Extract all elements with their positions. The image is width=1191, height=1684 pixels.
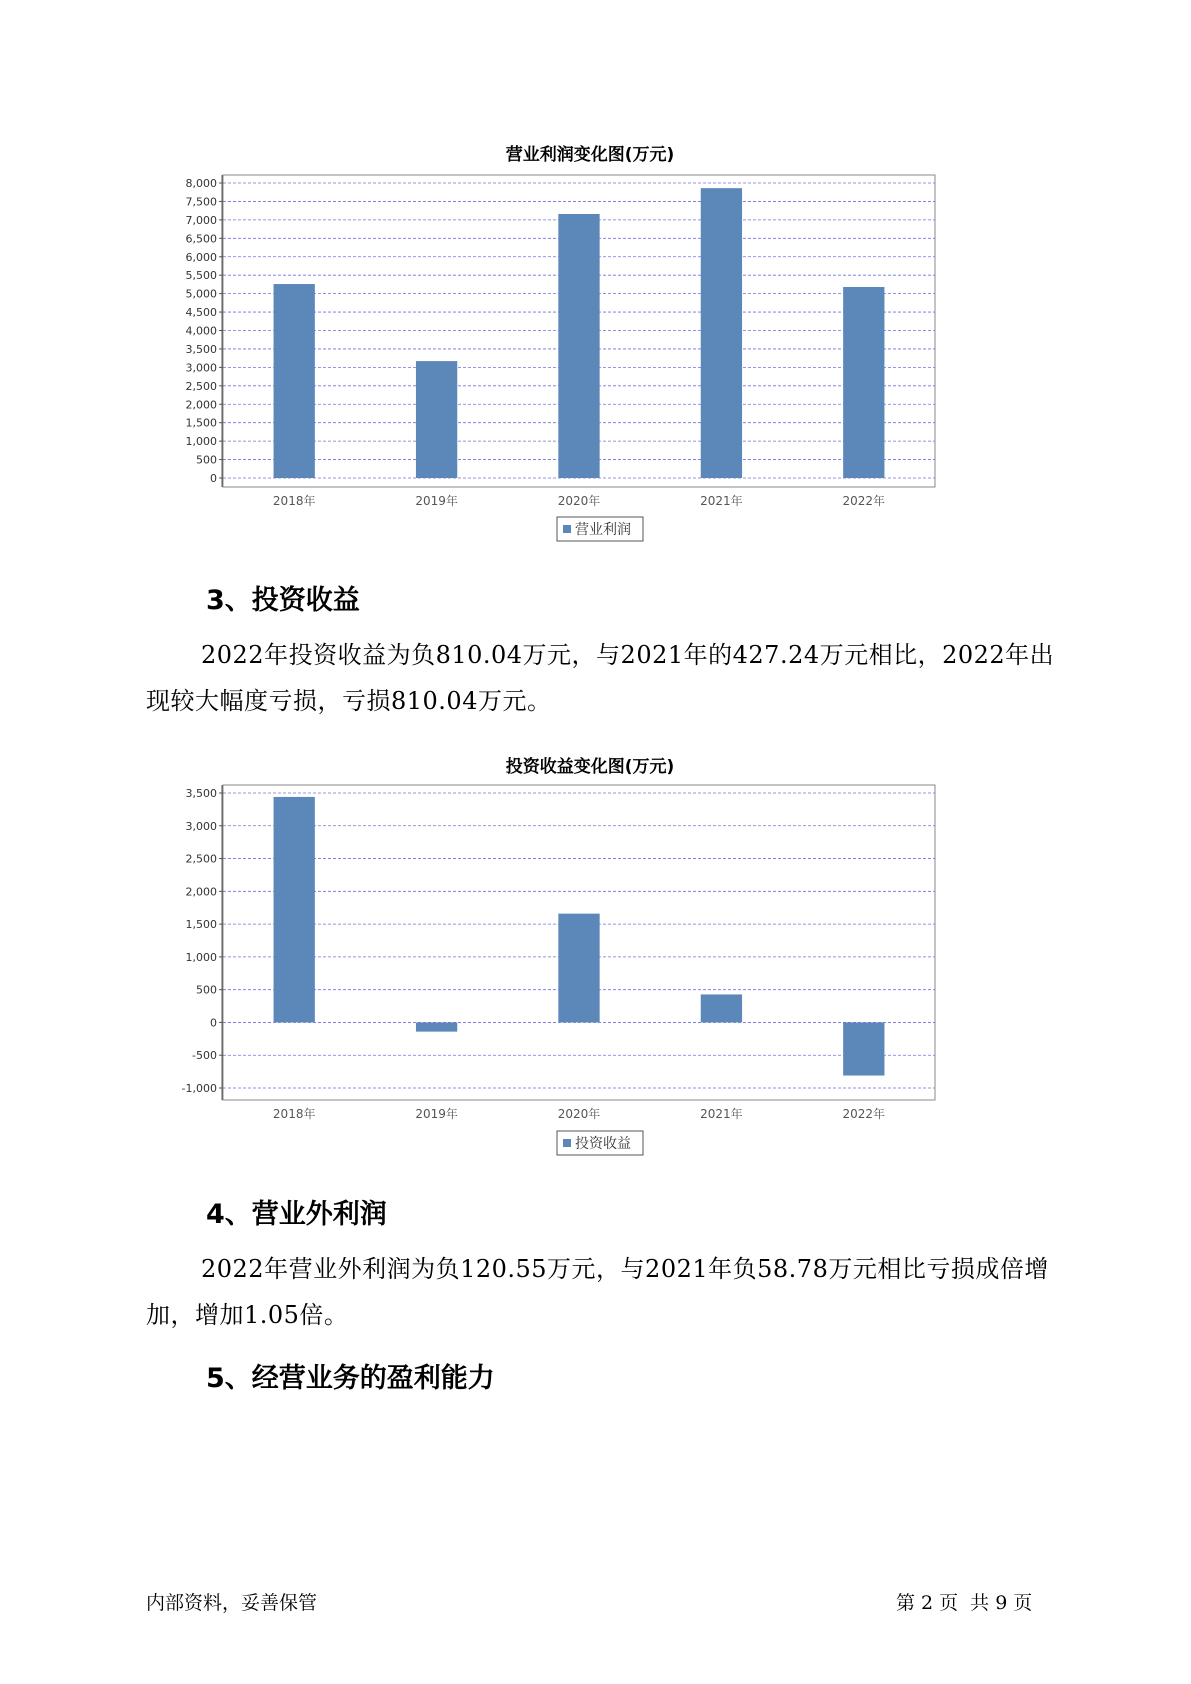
y-tick-label: 3,500 <box>185 787 217 800</box>
y-tick-label: -500 <box>192 1049 217 1063</box>
bar <box>558 914 599 1023</box>
x-tick-label: 2020年 <box>557 494 601 508</box>
investment-income-chart <box>150 752 1030 1162</box>
section-heading: 3、投资收益 <box>206 585 360 616</box>
bar <box>843 1022 884 1075</box>
chart-title: 投资收益变化图(万元) <box>505 757 675 777</box>
x-tick-label: 2018年 <box>272 1107 316 1121</box>
chart-title: 营业利润变化图(万元) <box>505 145 675 165</box>
bar <box>274 284 315 478</box>
section-paragraph: 2022年投资收益为负810.04万元，与2021年的427.24万元相比，2022年出现较大幅度亏损，亏损810.04万元。 <box>146 641 1055 715</box>
x-tick-label: 2022年 <box>842 494 886 508</box>
y-tick-label: 500 <box>196 983 217 997</box>
y-tick-label: 4,500 <box>185 306 217 320</box>
y-tick-label: 2,000 <box>185 885 217 899</box>
y-tick-label: 1,000 <box>185 435 217 449</box>
page-prefix: 第 <box>896 1592 916 1614</box>
total-num: 9 <box>995 1592 1008 1614</box>
legend-swatch <box>563 525 571 533</box>
bar <box>416 1022 457 1031</box>
section-heading: 5、经营业务的盈利能力 <box>206 1363 495 1394</box>
chart-svg <box>150 752 1030 1162</box>
y-tick-label: 6,000 <box>185 250 217 264</box>
y-tick-label: 2,500 <box>185 852 217 866</box>
x-tick-label: 2018年 <box>272 494 316 508</box>
page-mid: 页 <box>939 1592 959 1614</box>
y-tick-label: 0 <box>210 1016 217 1030</box>
operating-profit-chart <box>150 140 1030 550</box>
y-tick-label: 5,000 <box>185 287 217 301</box>
section-heading: 4、营业外利润 <box>206 1199 387 1230</box>
x-tick-label: 2021年 <box>700 1107 743 1121</box>
legend-label: 投资收益 <box>575 1136 631 1152</box>
bar <box>274 797 315 1023</box>
y-tick-label: 3,500 <box>185 342 217 356</box>
y-tick-label: 500 <box>196 453 217 467</box>
x-tick-label: 2019年 <box>415 494 458 508</box>
y-tick-label: 1,500 <box>185 416 217 430</box>
chart-svg <box>150 140 1030 550</box>
page-num: 2 <box>921 1592 934 1614</box>
y-tick-label: 3,000 <box>185 361 217 375</box>
x-tick-label: 2021年 <box>700 494 743 508</box>
footer-page-number <box>896 1588 1038 1615</box>
total-prefix: 共 <box>970 1592 990 1614</box>
footer-confidential: 内部资料，妥善保管 <box>146 1592 318 1614</box>
y-tick-label: 7,000 <box>185 213 217 227</box>
total-suffix: 页 <box>1013 1592 1033 1614</box>
bar <box>558 214 599 478</box>
y-tick-label: 2,500 <box>185 379 217 393</box>
x-tick-label: 2020年 <box>557 1107 601 1121</box>
x-tick-label: 2019年 <box>415 1107 458 1121</box>
y-tick-label: 3,000 <box>185 819 217 833</box>
bar <box>701 994 742 1022</box>
y-tick-label: 2,000 <box>185 398 217 412</box>
legend-label: 营业利润 <box>575 522 631 538</box>
y-tick-label: 5,500 <box>185 269 217 283</box>
section-paragraph: 2022年营业外利润为负120.55万元，与2021年负58.78万元相比亏损成倍增加，增加1.05倍。 <box>146 1255 1049 1329</box>
y-tick-label: 1,500 <box>185 918 217 932</box>
y-tick-label: -1,000 <box>181 1082 217 1095</box>
y-tick-label: 4,000 <box>185 324 217 338</box>
bar <box>701 188 742 478</box>
y-tick-label: 0 <box>210 472 217 485</box>
legend-swatch <box>563 1139 571 1147</box>
y-tick-label: 6,500 <box>185 232 217 246</box>
y-tick-label: 1,000 <box>185 950 217 964</box>
y-tick-label: 7,500 <box>185 195 217 209</box>
y-tick-label: 8,000 <box>185 177 217 190</box>
bar <box>416 361 457 478</box>
x-tick-label: 2022年 <box>842 1107 886 1121</box>
bar <box>843 287 884 478</box>
